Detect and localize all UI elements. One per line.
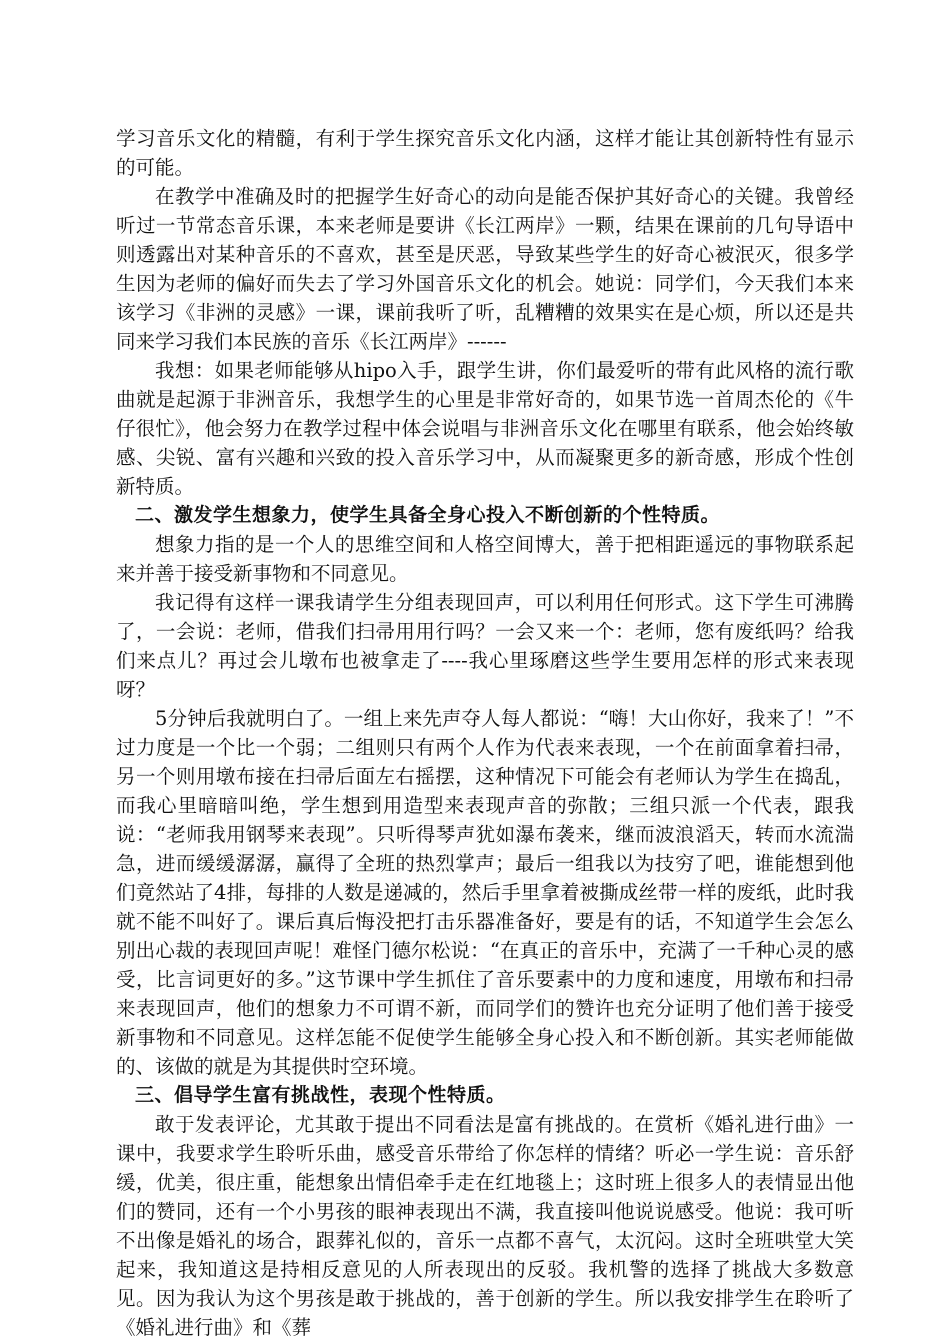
paragraph-2: 在教学中准确及时的把握学生好奇心的动向是能否保护其好奇心的关键。我曾经听过一节常态音乐课，本来老师是要讲《长江两岸》一颗，结果在课前的几句导语中则透露出对某种音乐的不喜欢，甚至是厌恶，导致某些学生的好奇心被泯灭，很多学生因为老师的偏好而失去了学习外国音乐文化的机会。她说：同学们，今天我们本来该学习《非洲的灵感》一课，课前我听了听，乱糟糟的效果实在是心烦，所以还是共同来学习我们本民族的音乐《长江两岸》------	[116, 185, 854, 353]
paragraph-7: 敢于发表评论，尤其敢于提出不同看法是富有挑战的。在赏析《婚礼进行曲》一课中，我要求学生聆听乐曲，感受音乐带给了你怎样的情绪？听必一学生说：音乐舒缓，优美，很庄重，能想象出情侣牵手走在红地毯上；这时班上很多人的表情显出他们的赞同，还有一个小男孩的眼神表现出不满，我直接叫他说说感受。他说：我可听不出像是婚礼的场合，跟葬礼似的，音乐一点都不喜气，太沉闷。这时全班哄堂大笑起来，我知道这是持相反意见的人所表现出的反驳。我机警的选择了挑战大多数意见。因为我认为这个男孩是敢于挑战的，善于创新的学生。所以我安排学生在聆听了《婚礼进行曲》和《葬	[116, 1113, 854, 1339]
paragraph-1: 学习音乐文化的精髓，有利于学生探究音乐文化内涵，这样才能让其创新特性有显示的可能。	[116, 127, 854, 179]
section-heading-3: 三、倡导学生富有挑战性，表现个性特质。	[135, 1084, 506, 1106]
document-page	[116, 124, 854, 1342]
paragraph-6: 5分钟后我就明白了。一组上来先声夺人每人都说：“嗨！大山你好，我来了！”不过力度是一个比一个弱；二组则只有两个人作为代表来表现，一个在前面拿着扫帚，另一个则用墩布接在扫帚后面左右摇摆，这种情况下可能会有老师认为学生在捣乱，而我心里暗暗叫绝，学生想到用造型来表现声音的弥散；三组只派一个代表，跟我说：“老师我用钢琴来表现”。只听得琴声犹如瀑布袭来，继而波浪滔天，转而水流湍急，进而缓缓潺潺，赢得了全班的热烈掌声；最后一组我以为技穷了吧，谁能想到他们竟然站了4排，每排的人数是递减的，然后手里拿着被撕成丝带一样的废纸，此时我就不能不叫好了。课后真后悔没把打击乐器准备好，要是有的话，不知道学生会怎么别出心裁的表现回声呢！难怪门德尔松说：“在真正的音乐中，充满了一千种心灵的感受，比言词更好的多。”这节课中学生抓住了音乐要素中的力度和速度，用墩布和扫帚来表现回声，他们的想象力不可谓不新，而同学们的赞许也充分证明了他们善于接受新事物和不同意见。这样怎能不促使学生能够全身心投入和不断创新。其实老师能做的、该做的就是为其提供时空环境。	[116, 707, 854, 1078]
paragraph-3: 我想：如果老师能够从hipo入手，跟学生讲，你们最爱听的带有此风格的流行歌曲就是起源于非洲音乐，我想学生的心里是非常好奇的，如果节选一首周杰伦的《牛仔很忙》，他会努力在教学过程中体会说唱与非洲音乐文化在哪里有联系，他会始终敏感、尖锐、富有兴趣和兴致的投入音乐学习中，从而凝聚更多的新奇感，形成个性创新特质。	[116, 359, 854, 498]
paragraph-4: 想象力指的是一个人的思维空间和人格空间博大，善于把相距遥远的事物联系起来并善于接受新事物和不同意见。	[116, 533, 854, 585]
paragraph-5: 我记得有这样一课我请学生分组表现回声，可以利用任何形式。这下学生可沸腾了，一会说：老师，借我们扫帚用用行吗？一会又来一个：老师，您有废纸吗？给我们来点儿？再过会儿墩布也被拿走了----我心里琢磨这些学生要用怎样的形式来表现呀？	[116, 591, 854, 701]
section-heading-2: 二、激发学生想象力，使学生具备全身心投入不断创新的个性特质。	[135, 504, 721, 526]
